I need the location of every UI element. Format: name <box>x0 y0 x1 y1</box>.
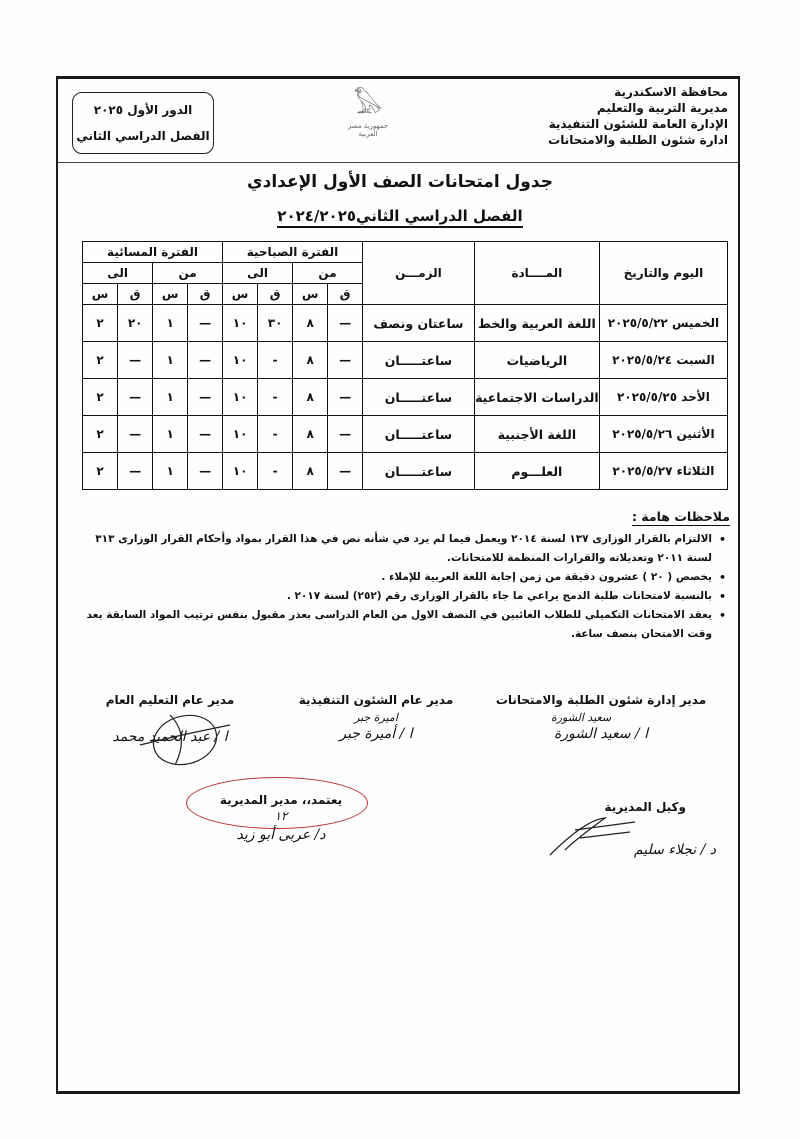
cell-time: ٢ <box>83 342 118 379</box>
cell-time: ٢ <box>83 453 118 490</box>
cell-time: ١ <box>153 342 188 379</box>
header-divider <box>58 162 738 163</box>
page-title: جدول امتحانات الصف الأول الإعدادي <box>247 172 553 192</box>
cell-duration: ساعتـــــان <box>362 453 474 490</box>
cell-day-date: الثلاثاء ٢٠٢٥/٥/٢٧ <box>599 453 727 490</box>
cell-time: — <box>118 416 153 453</box>
header-subject: المــــادة <box>474 242 599 305</box>
cell-time: ٨ <box>293 416 328 453</box>
notes-heading: ملاحظات هامة : <box>631 509 730 524</box>
cell-time: ١ <box>153 453 188 490</box>
cell-subject: العلـــوم <box>474 453 599 490</box>
approval-label: يعتمد،، مدير المديرية <box>219 793 343 807</box>
cell-time: — <box>188 416 223 453</box>
cell-time: ١٠ <box>223 453 258 490</box>
cell-time: — <box>188 453 223 490</box>
signer-name: ا / أميرة جبر <box>339 726 413 742</box>
cell-subject: الدراسات الاجتماعية <box>474 379 599 416</box>
cell-time: ١٠ <box>223 416 258 453</box>
handwritten-signature: اميرة جبر <box>354 711 398 724</box>
directorate-line: مديرية التربية والتعليم <box>596 101 728 115</box>
cell-day-date: الأحد ٢٠٢٥/٥/٢٥ <box>599 379 727 416</box>
governorate-line: محافظة الاسكندرية <box>614 85 728 99</box>
cell-time: ١ <box>153 416 188 453</box>
header-evening-to: الى <box>83 263 153 284</box>
header-morning-period: الفترة الصباحية <box>223 242 363 263</box>
cell-time: — <box>328 453 363 490</box>
cell-time: ٢ <box>83 416 118 453</box>
cell-subject: الرياضيات <box>474 342 599 379</box>
table-row <box>83 342 728 379</box>
page-subtitle <box>0 207 800 225</box>
cell-time: - <box>258 416 293 453</box>
header-hour: س <box>83 284 118 305</box>
note-item: • بالنسبة لامتحانات طلبة الدمج يراعي ما جاء بالقرار الوزارى رقم (٢٥٢) لسنة ٢٠١٧ . <box>70 587 712 606</box>
cell-duration: ساعتـــــان <box>362 379 474 416</box>
administration-line: الإدارة العامة للشئون التنفيذية <box>548 117 728 131</box>
signature-general-education <box>80 693 260 745</box>
table-row <box>83 379 728 416</box>
header-day-date: اليوم والتاريخ <box>599 242 727 305</box>
signer-role: وكيل المديرية <box>604 800 686 814</box>
header-minute: ق <box>118 284 153 305</box>
egypt-emblem <box>338 88 398 148</box>
cell-time: ١ <box>153 305 188 342</box>
cell-time: ٢ <box>83 305 118 342</box>
cell-time: — <box>118 379 153 416</box>
cell-time: - <box>258 453 293 490</box>
header-evening-period: الفترة المسائية <box>83 242 223 263</box>
cell-time: ٨ <box>293 305 328 342</box>
cell-day-date: الخميس ٢٠٢٥/٥/٢٢ <box>599 305 727 342</box>
signature-executive-affairs <box>276 693 476 742</box>
cell-time: - <box>258 379 293 416</box>
department-line: ادارة شئون الطلبة والامتحانات <box>548 133 728 147</box>
cell-time: ٢ <box>83 379 118 416</box>
cell-time: — <box>118 342 153 379</box>
cell-duration: ساعتـــــان <box>362 342 474 379</box>
header-hour: س <box>153 284 188 305</box>
cell-time: ٢٠ <box>118 305 153 342</box>
signer-role: مدير عام الشئون التنفيذية <box>298 693 454 707</box>
subtitle-text: الفصل الدراسي الثاني٢٠٢٤/٢٠٢٥ <box>277 207 522 228</box>
cell-time: — <box>118 453 153 490</box>
signer-name: ا / سعيد الشورة <box>554 726 648 742</box>
signer-role: مدير إدارة شئون الطلبة والامتحانات <box>495 693 707 707</box>
note-item: • يخصص ( ٢٠ ) عشرون دقيقة من زمن إجابة اللغة العربية للإملاء . <box>70 568 712 587</box>
cell-day-date: السبت ٢٠٢٥/٥/٢٤ <box>599 342 727 379</box>
cell-time: ١ <box>153 379 188 416</box>
note-item: • يعقد الامتحانات التكميلي للطلاب الغائبين في النصف الاول من العام الدراسى بعذر مقبول بنفس ترتيب المواد السابقة بعد وقت الامتحان بنصف ساعة. <box>70 606 712 644</box>
exam-round-box <box>72 92 214 154</box>
important-notes <box>70 509 730 644</box>
cell-time: — <box>328 305 363 342</box>
cell-time: ٨ <box>293 379 328 416</box>
header-hour: س <box>223 284 258 305</box>
cell-time: — <box>328 416 363 453</box>
exam-round: الدور الأول ٢٠٢٥ <box>93 103 193 117</box>
authority-header <box>508 84 728 148</box>
emblem-caption: جمهورية مصر العربية <box>347 122 389 138</box>
header-morning-to: الى <box>223 263 293 284</box>
eagle-icon: 𓅃 <box>353 90 383 120</box>
cell-day-date: الأثنين ٢٠٢٥/٥/٢٦ <box>599 416 727 453</box>
notes-list <box>70 530 730 644</box>
signature-director <box>196 793 366 843</box>
cell-time: — <box>188 305 223 342</box>
header-minute: ق <box>258 284 293 305</box>
exam-semester: الفصل الدراسي الثاني <box>76 129 210 143</box>
table-row <box>83 305 728 342</box>
handwritten-date: ١٢ <box>274 809 288 823</box>
header-minute: ق <box>328 284 363 305</box>
signer-role: مدير عام التعليم العام <box>105 693 235 707</box>
signer-name: د / نجلاء سليم <box>633 842 716 858</box>
handwritten-signature: سعيد الشورة <box>550 711 612 724</box>
cell-time: ١٠ <box>223 305 258 342</box>
signature-students-affairs <box>486 693 716 742</box>
cell-time: ٨ <box>293 453 328 490</box>
header-evening-from: من <box>153 263 223 284</box>
exam-schedule-table <box>82 241 728 490</box>
cell-time: ١٠ <box>223 342 258 379</box>
cell-time: - <box>258 342 293 379</box>
cell-time: — <box>188 342 223 379</box>
table-row <box>83 416 728 453</box>
note-item: • الالتزام بالقرار الوزارى ١٣٧ لسنة ٢٠١٤ ويعمل فيما لم يرد في شأنه نص في هذا القرار بمواد وأحكام القرار الوزارى ٣١٣ لسنة ٢٠١١ وتعديلاته والقرارات المنظمة للامتحانات. <box>70 530 712 568</box>
cell-duration: ساعتـــــان <box>362 416 474 453</box>
cell-subject: اللغة العربية والخط <box>474 305 599 342</box>
cell-time: ١٠ <box>223 379 258 416</box>
cell-subject: اللغة الأجنبية <box>474 416 599 453</box>
table-row <box>83 453 728 490</box>
header-minute: ق <box>188 284 223 305</box>
signature-deputy <box>516 800 716 858</box>
cell-time: ٨ <box>293 342 328 379</box>
header-morning-from: من <box>293 263 363 284</box>
cell-duration: ساعتان ونصف <box>362 305 474 342</box>
header-duration: الزمـــن <box>362 242 474 305</box>
cell-time: — <box>188 379 223 416</box>
cell-time: — <box>328 379 363 416</box>
cell-time: ٣٠ <box>258 305 293 342</box>
cell-time: — <box>328 342 363 379</box>
signer-name: د/ عربى أبو زيد <box>236 827 326 843</box>
header-hour: س <box>293 284 328 305</box>
signer-name: ا / عبد الحميد محمد <box>112 729 228 745</box>
